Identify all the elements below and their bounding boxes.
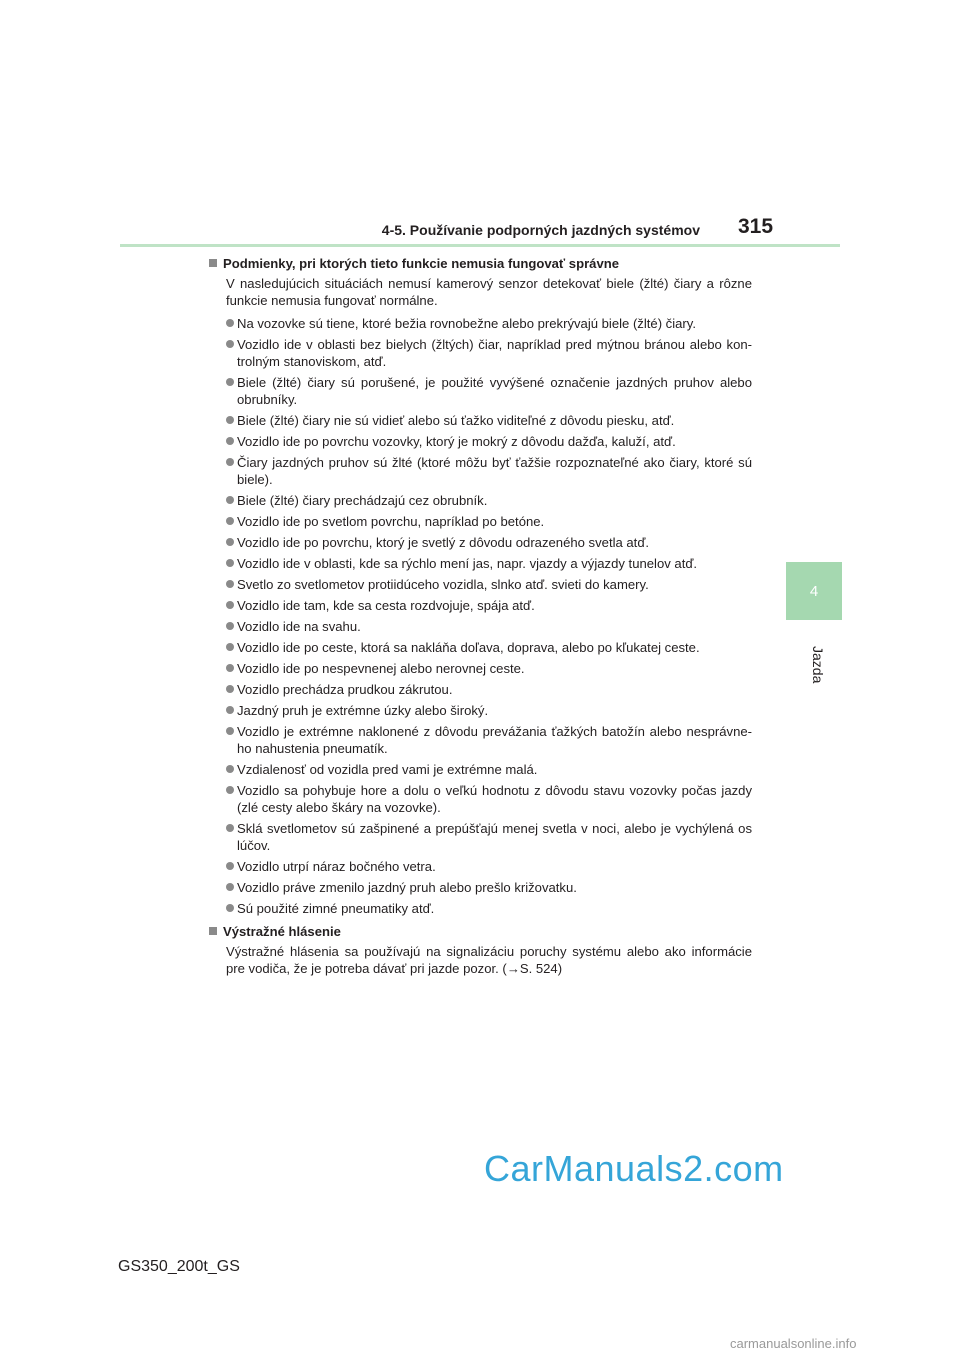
list-item: Svetlo zo svetlometov protiidúceho vozidla, slnko atď. svieti do kamery. — [226, 576, 752, 593]
list-item: Biele (žlté) čiary sú porušené, je použité vyvýšené označenie jazdných pruhov alebo obrubníky. — [226, 374, 752, 408]
bullet-dot-icon — [226, 458, 234, 466]
watermark-carmanualsonline[interactable]: carmanualsonline.info — [730, 1336, 857, 1351]
list-item: Vozidlo sa pohybuje hore a dolu o veľkú hodnotu z dôvodu stavu vozovky počas jazdy (zlé cesty alebo škáry na vozovke). — [226, 782, 752, 816]
header-divider — [120, 244, 840, 247]
chapter-tab-label: Jazda — [810, 646, 826, 684]
list-item: Vozidlo ide po svetlom povrchu, napríklad po betóne. — [226, 513, 752, 530]
list-item: Na vozovke sú tiene, ktoré bežia rovnobežne alebo prekrývajú biele (žlté) čiary. — [226, 315, 752, 332]
chapter-tab — [786, 562, 842, 620]
bullet-dot-icon — [226, 904, 234, 912]
square-bullet-icon — [209, 927, 217, 935]
list-item: Vozidlo ide tam, kde sa cesta rozdvojuje, spája atď. — [226, 597, 752, 614]
page-content — [209, 255, 752, 983]
square-bullet-icon — [209, 259, 217, 267]
list-item: Sú použité zimné pneumatiky atď. — [226, 900, 752, 917]
page-number: 315 — [738, 215, 774, 238]
bullet-dot-icon — [226, 727, 234, 735]
section-title: Výstražné hlásenie — [223, 924, 341, 939]
list-item: Vozidlo práve zmenilo jazdný pruh alebo prešlo križovatku. — [226, 879, 752, 896]
list-item: Vozidlo ide po povrchu, ktorý je svetlý z dôvodu odrazeného svetla atď. — [226, 534, 752, 551]
chapter-title: 4-5. Používanie podporných jazdných systémov — [381, 222, 700, 238]
list-item: Vozidlo ide na svahu. — [226, 618, 752, 635]
list-item: Sklá svetlometov sú zašpinené a prepúšťajú menej svetla v noci, alebo je vychýlená os lúčov. — [226, 820, 752, 854]
bullet-dot-icon — [226, 622, 234, 630]
bullet-dot-icon — [226, 685, 234, 693]
bullet-dot-icon — [226, 559, 234, 567]
bullet-dot-icon — [226, 496, 234, 504]
bullet-dot-icon — [226, 416, 234, 424]
section-intro: V nasledujúcich situáciách nemusí kamerový senzor detekovať biele (žlté) čiary a rôzne funkcie nemusia fungovať normálne. — [226, 276, 752, 308]
footer-model-code: GS350_200t_GS — [118, 1258, 240, 1275]
chapter-tab-number: 4 — [809, 582, 819, 600]
bullet-dot-icon — [226, 883, 234, 891]
list-item: Čiary jazdných pruhov sú žlté (ktoré môžu byť ťažšie rozpoznateľné ako čiary, ktoré sú biele). — [226, 454, 752, 488]
list-item: Vozidlo prechádza prudkou zákrutou. — [226, 681, 752, 698]
list-item: Vozidlo ide po povrchu vozovky, ktorý je mokrý z dôvodu dažďa, kaluží, atď. — [226, 433, 752, 450]
list-item: Biele (žlté) čiary nie sú vidieť alebo sú ťažko viditeľné z dôvodu piesku, atď. — [226, 412, 752, 429]
bullet-dot-icon — [226, 517, 234, 525]
bullet-dot-icon — [226, 580, 234, 588]
bullet-dot-icon — [226, 786, 234, 794]
bullet-dot-icon — [226, 664, 234, 672]
bullet-dot-icon — [226, 824, 234, 832]
section-text: Výstražné hlásenia sa používajú na signalizáciu poruchy systému alebo ako informácie pre vodiča, že je potreba dávať pri jazde pozor. (→S. 524) — [226, 944, 752, 976]
bullet-dot-icon — [226, 862, 234, 870]
bullet-dot-icon — [226, 601, 234, 609]
bullet-dot-icon — [226, 706, 234, 714]
list-item: Vozidlo je extrémne naklonené z dôvodu prevážania ťažkých batožín alebo nesprávne-ho nahustenia pneumatík. — [226, 723, 752, 757]
watermark-carmanuals2[interactable]: CarManuals2.com — [484, 1148, 784, 1189]
bullet-dot-icon — [226, 378, 234, 386]
list-item: Biele (žlté) čiary prechádzajú cez obrubník. — [226, 492, 752, 509]
section-heading — [209, 923, 752, 940]
bullet-dot-icon — [226, 437, 234, 445]
section-title: Podmienky, pri ktorých tieto funkcie nemusia fungovať správne — [223, 256, 620, 271]
list-item: Vozidlo ide po nespevnenej alebo nerovnej ceste. — [226, 660, 752, 677]
list-item: Jazdný pruh je extrémne úzky alebo široký. — [226, 702, 752, 719]
list-item: Vozidlo ide po ceste, ktorá sa nakláňa doľava, doprava, alebo po kľukatej ceste. — [226, 639, 752, 656]
bullet-dot-icon — [226, 340, 234, 348]
bullet-dot-icon — [226, 765, 234, 773]
bullet-dot-icon — [226, 643, 234, 651]
bullet-dot-icon — [226, 319, 234, 327]
list-item: Vozidlo utrpí náraz bočného vetra. — [226, 858, 752, 875]
section-heading — [209, 255, 752, 272]
list-item: Vzdialenosť od vozidla pred vami je extrémne malá. — [226, 761, 752, 778]
list-item: Vozidlo ide v oblasti bez bielych (žltých) čiar, napríklad pred mýtnou bránou alebo kon-trolným stanoviskom, atď. — [226, 336, 752, 370]
bullet-dot-icon — [226, 538, 234, 546]
list-item: Vozidlo ide v oblasti, kde sa rýchlo mení jas, napr. vjazdy a výjazdy tunelov atď. — [226, 555, 752, 572]
